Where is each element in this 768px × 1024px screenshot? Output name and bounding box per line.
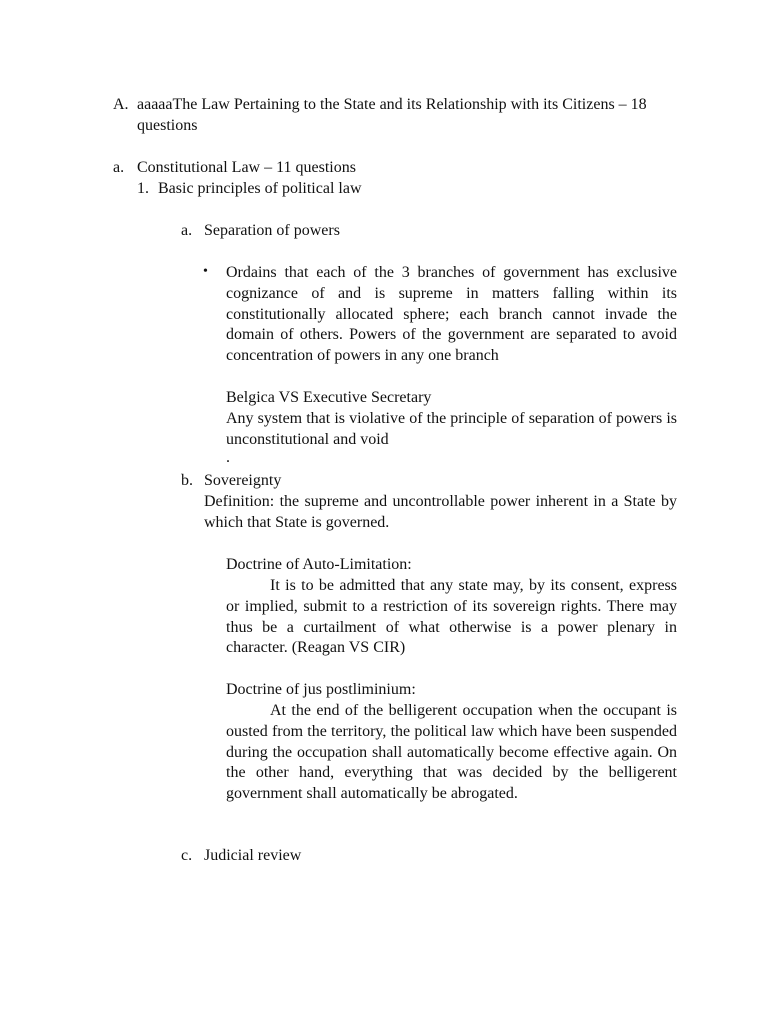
item-1-marker: 1. xyxy=(137,180,149,197)
separation-of-powers-heading: Separation of powers xyxy=(204,222,340,239)
section-a-lower-marker: a. xyxy=(113,159,125,176)
bullet-icon: • xyxy=(203,264,208,279)
auto-limitation-text: It is to be admitted that any state may, by its consent, express or implied, submit to a restriction of its sovereign rights. There may thus be a curtailment of what otherwise is a power plenary in character. (Reagan VS CIR) xyxy=(226,577,677,657)
section-a-heading: aaaaaThe Law Pertaining to the State and its Relationship with its Citizens – 18 questions xyxy=(137,96,647,134)
section-a-marker: A. xyxy=(113,96,129,113)
sub-b-marker: b. xyxy=(181,472,193,489)
judicial-review-heading: Judicial review xyxy=(204,847,302,864)
jus-postliminium-title: Doctrine of jus postliminium: xyxy=(226,681,416,698)
auto-limitation-title: Doctrine of Auto-Limitation: xyxy=(226,556,412,573)
sovereignty-heading: Sovereignty xyxy=(204,472,282,489)
basic-principles-heading: Basic principles of political law xyxy=(158,180,362,197)
constitutional-law-heading: Constitutional Law – 11 questions xyxy=(137,159,356,176)
separation-bullet-text: Ordains that each of the 3 branches of government has exclusive cognizance of and is supreme in matters falling within its constitutionally allocated sphere; each branch cannot invade the domain of others. Powers of the government are separated to avoid concentration of powers in any one branch xyxy=(226,264,677,365)
stray-dot: . xyxy=(226,449,230,466)
sub-c-marker: c. xyxy=(181,847,193,864)
jus-postliminium-text: At the end of the belligerent occupation when the occupant is ousted from the territory, the political law which have been suspended during the occupation shall automatically become effective again. On the other hand, everything that was decided by the belligerent government shall automatically be abrogated. xyxy=(226,702,677,803)
belgica-case-text: Any system that is violative of the principle of separation of powers is unconstitutional and void xyxy=(226,410,677,448)
belgica-case-title: Belgica VS Executive Secretary xyxy=(226,389,432,406)
sovereignty-definition: Definition: the supreme and uncontrollable power inherent in a State by which that State is governed. xyxy=(204,493,677,531)
sub-a-marker: a. xyxy=(181,222,193,239)
